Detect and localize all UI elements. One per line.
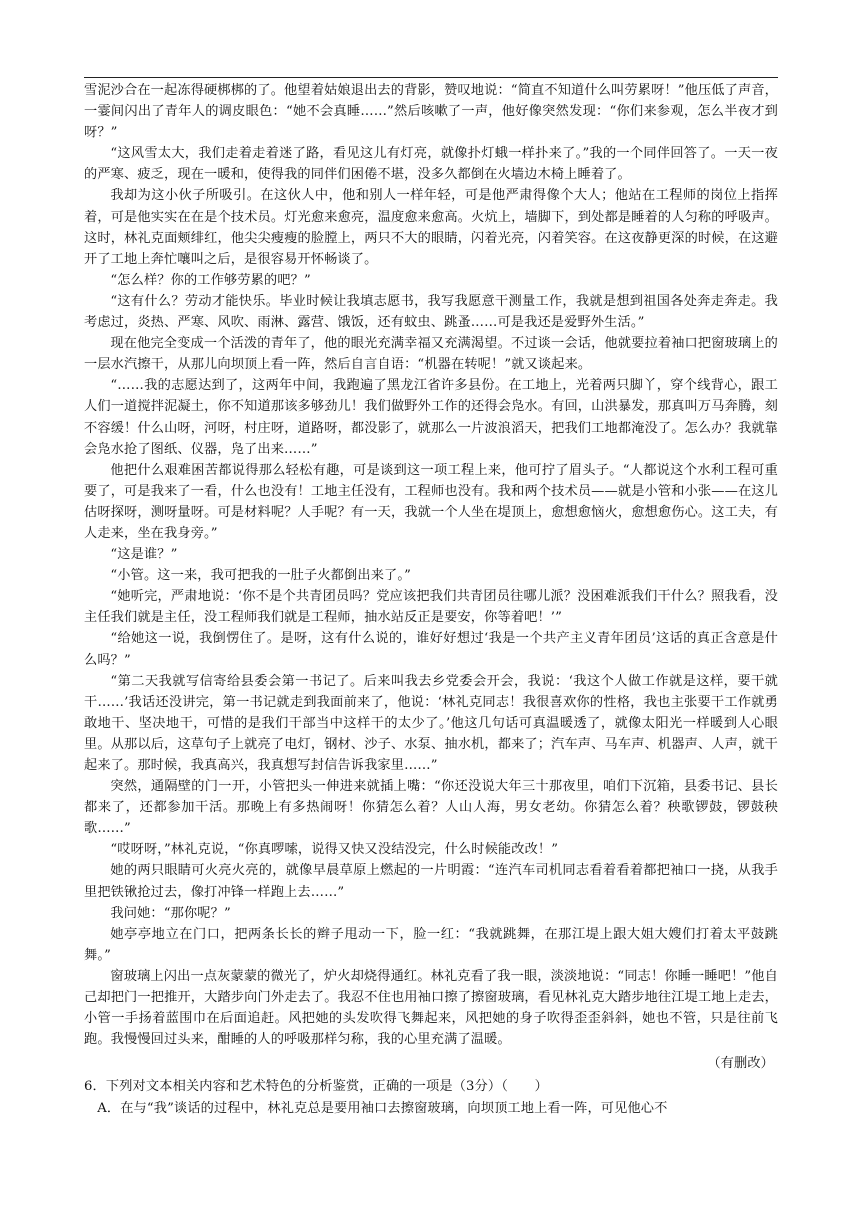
paragraph: 窗玻璃上闪出一点灰蒙蒙的微光了，炉火却烧得通红。林礼克看了我一眼，淡淡地说：“同志！你睡一睡吧！”他自己却把门一把推开，大踏步向门外走去了。我忍不住也用袖口擦了擦窗玻璃，看见林礼克大踏步地往江堤工地上走去，小管一手扬着蓝围巾在后面追赶。风把她的头发吹得飞舞起来，风把她的身子吹得歪歪斜斜，她也不管，只是往前飞跑。我慢慢回过头来，酣睡的人的呼吸那样匀称，我的心里充满了温暖。	[84, 968, 778, 1048]
question-6: 6．下列对文本相关内容和艺术特色的分析鉴赏，正确的一项是（3分）（ ）	[84, 1079, 548, 1095]
paragraph: 我问她：“那你呢？”	[110, 905, 231, 921]
paragraph: 现在他完全变成一个活泼的青年了，他的眼光充满幸福又充满渴望。不过谈一会话，他就要拉着袖口把窗玻璃上的一层水汽擦干，从那儿向坝顶上看一阵，然后自言自语：“机器在转呢！”就又谈起来。	[84, 336, 778, 373]
paragraph: “怎么样？你的工作够劳累的吧？”	[110, 272, 311, 288]
option-a: A．在与“我”谈话的过程中，林礼克总是要用袖口去擦窗玻璃，向坝顶工地上看一阵，可见他心不	[97, 1100, 668, 1116]
paragraph: “这有什么？劳动才能快乐。毕业时候让我填志愿书，我写我愿意干测量工作，我就是想到祖国各处奔走奔走。我考虑过，炎热、严寒、风吹、雨淋、露营、饿饭，还有蚊虫、跳蚤……可是我还是爱野外生活。”	[84, 293, 778, 331]
paragraph: 她的两只眼睛可火亮火亮的，就像早晨草原上燃起的一片明霞：“连汽车司机同志看着看着都把袖口一挠，从我手里把铁锹抢过去，像打冲锋一样跑上去……”	[84, 863, 778, 900]
paragraph: “小管。这一来，我可把我的一肚子火都倒出来了。”	[110, 568, 411, 584]
paragraph: 突然，通隔壁的门一开，小管把头一伸进来就插上嘴：“你还没说大年三十那夜里，咱们下沉箱，县委书记、县长都来了，还都参加干活。那晚上有多热闹呀！你猜怎么着？人山人海，男女老幼。你猜怎么着？秧歌锣鼓，锣鼓秧歌……”	[84, 779, 778, 837]
paragraph: “这是谁？”	[110, 547, 178, 563]
paragraph: 他把什么艰难困苦都说得那么轻松有趣，可是谈到这一项工程上来，他可拧了眉头子。“人都说这个水利工程可重要了，可是我来了一看，什么也没有！工地主任没有，工程师也没有。我和两个技术员——就是小管和小张——在这儿估呀探呀，测呀量呀。可是材料呢？人手呢？有一天，我就一个人坐在堤顶上，愈想愈恼火，愈想愈伤心。这工夫，有人走来，坐在我身旁。”	[84, 462, 778, 541]
paragraph: 她亭亭地立在门口，把两条长长的辫子甩动一下，脸一红：“我就跳舞，在那江堤上跟大姐大嫂们打着太平鼓跳舞。”	[84, 926, 778, 963]
paragraph: “这风雪太大，我们走着走着迷了路，看见这儿有灯亮，就像扑灯蛾一样扑来了。”我的一个同伴回答了。一天一夜的严寒、疲乏，现在一暖和，使得我的同伴们困倦不堪，没多久都倒在火墙边木椅上睡着了。	[84, 146, 778, 183]
paragraph: 我却为这小伙子所吸引。在这伙人中，他和别人一样年轻，可是他严肃得像个大人；他站在工程师的岗位上指挥着，可是他实实在在是个技术员。灯光愈来愈亮，温度愈来愈高。火炕上，墙脚下，到处都是睡着的人匀称的呼吸声。这时，林礼克面颊绯红，他尖尖瘦瘦的脸膛上，两只不大的眼睛，闪着光亮，闪着笑容。在这夜静更深的时候，在这避开了工地上奔忙嚷叫之后，是很容易开怀畅谈了。	[84, 188, 778, 267]
source-note: （有删改）	[707, 1056, 774, 1072]
article-body	[84, 80, 778, 1119]
paragraph: “哎呀呀，”林礼克说，“你真啰嗦，说得又快又没结没完，什么时候能改改！”	[110, 842, 559, 858]
paragraph: “第二天我就写信寄给县委会第一书记了。后来叫我去乡党委会开会，我说：‘我这个人做工作就是这样，要干就干……’我话还没讲完，第一书记就走到我面前来了，他说：‘林礼克同志！我很喜欢你的性格，我也主张要干工作就勇敢地干、坚决地干，可惜的是我们干部当中这样干的太少了。’他这几句话可真温暖透了，就像太阳光一样暖到人心眼里。从那以后，这草句子上就亮了电灯，钢材、沙子、水泵、抽水机，都来了；汽车声、马车声、机器声、人声，就干起来了。那时候，我真高兴，我真想写封信告诉我家里……”	[84, 673, 778, 773]
paragraph: 雪泥沙合在一起冻得硬梆梆的了。他望着姑娘退出去的背影，赞叹地说：“简直不知道什么叫劳累呀！”他压低了声音，一霎间闪出了青年人的调皮眼色：“她不会真睡……”然后咳嗽了一声，他好像突然发现：“你们来参观，怎么半夜才到呀？”	[84, 83, 778, 141]
paragraph: “她听完，严肃地说：‘你不是个共青团员吗？党应该把我们共青团员往哪儿派？没困难派我们干什么？照我看，没主任我们就是主任，没工程师我们就是工程师，抽水站反正是要安，你等着吧！’”	[84, 589, 778, 626]
paragraph: “……我的志愿达到了，这两年中间，我跑遍了黑龙江省许多县份。在工地上，光着两只脚丫，穿个线背心，跟工人们一道搅拌泥凝土，你不知道那该多够劲儿！我们做野外工作的还得会凫水。有回，山洪暴发，那真叫万马奔腾，刻不容缓！什么山呀，河呀，村庄呀，道路呀，都没影了，就那么一片波浪滔天，把我们工地都淹没了。怎么办？我就靠会凫水抢了图纸、仪器，凫了出来……”	[84, 378, 778, 457]
paragraph: “给她这一说，我倒愣住了。是呀，这有什么说的，谁好好想过‘我是一个共产主义青年团员’这话的真正含意是什么吗？”	[84, 631, 778, 668]
top-divider	[84, 77, 778, 78]
